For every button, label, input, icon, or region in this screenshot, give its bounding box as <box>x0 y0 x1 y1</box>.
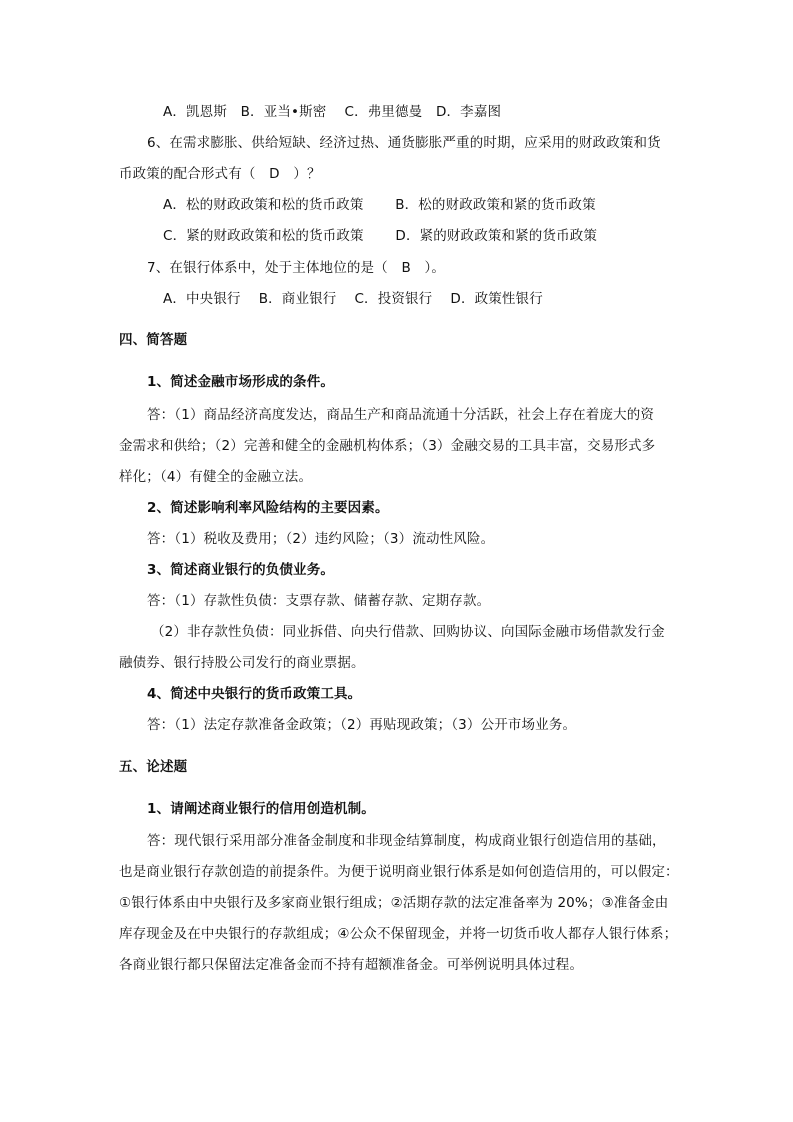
s5-q1-answer-line3: ①银行体系由中央银行及多家商业银行组成；②活期存款的法定准备率为 20%；③准备金由 <box>119 895 669 911</box>
s4-q2-answer-line1: 答：（1）税收及费用；（2）违约风险；（3）流动性风险。 <box>147 531 495 547</box>
s4-q4-answer-line1: 答：（1）法定存款准备金政策；（2）再贴现政策；（3）公开市场业务。 <box>147 717 577 733</box>
s4-q3-answer-line1: 答：（1）存款性负债：支票存款、储蓄存款、定期存款。 <box>147 593 491 609</box>
s5-q1-question: 1、请阐述商业银行的信用创造机制。 <box>147 801 375 817</box>
q6-options-cd: C．紧的财政政策和松的货币政策 D．紧的财政政策和紧的货币政策 <box>163 228 598 244</box>
s4-q2-question: 2、简述影响利率风险结构的主要因素。 <box>147 500 389 516</box>
s4-q3-answer-line3: 融债券、银行持股公司发行的商业票据。 <box>119 655 365 671</box>
q6-options-ab: A．松的财政政策和松的货币政策 B．松的财政政策和紧的货币政策 <box>163 197 596 213</box>
q7-question: 7、在银行体系中，处于主体地位的是（ B ）。 <box>147 260 446 276</box>
section-5-title: 五、论述题 <box>119 759 188 775</box>
q7-options: A．中央银行 B．商业银行 C．投资银行 D．政策性银行 <box>163 291 543 307</box>
q6-question-line1: 6、在需求膨胀、供给短缺、经济过热、通货膨胀严重的时期，应采用的财政政策和货 <box>147 135 661 151</box>
s4-q1-question: 1、简述金融市场形成的条件。 <box>147 374 334 390</box>
s4-q4-question: 4、简述中央银行的货币政策工具。 <box>147 686 362 702</box>
s4-q1-answer-line1: 答：（1）商品经济高度发达，商品生产和商品流通十分活跃，社会上存在着庞大的资 <box>147 407 655 423</box>
q6-question-line2: 币政策的配合形式有（ D ）？ <box>119 166 321 182</box>
s4-q3-question: 3、简述商业银行的负债业务。 <box>147 562 334 578</box>
s4-q1-answer-line3: 样化；（4）有健全的金融立法。 <box>119 469 313 485</box>
s5-q1-answer-line2: 也是商业银行存款创造的前提条件。为便于说明商业银行体系是如何创造信用的，可以假定： <box>119 864 679 880</box>
s5-q1-answer-line4: 库存现金及在中央银行的存款组成；④公众不保留现金，并将一切货币收人都存人银行体系； <box>119 926 678 942</box>
s4-q3-answer-line2: （2）非存款性负债：同业拆借、向央行借款、回购协议、向国际金融市场借款发行金 <box>151 624 665 640</box>
s5-q1-answer-line1: 答：现代银行采用部分准备金制度和非现金结算制度，构成商业银行创造信用的基础， <box>147 833 666 849</box>
s5-q1-answer-line5: 各商业银行都只保留法定准备金而不持有超额准备金。可举例说明具体过程。 <box>119 957 584 973</box>
q5-options: A．凯恩斯 B．亚当•斯密 C．弗里德曼 D．李嘉图 <box>163 104 502 120</box>
s4-q1-answer-line2: 金需求和供给；（2）完善和健全的金融机构体系；（3）金融交易的工具丰富，交易形式多 <box>119 438 656 454</box>
section-4-title: 四、简答题 <box>119 332 188 348</box>
